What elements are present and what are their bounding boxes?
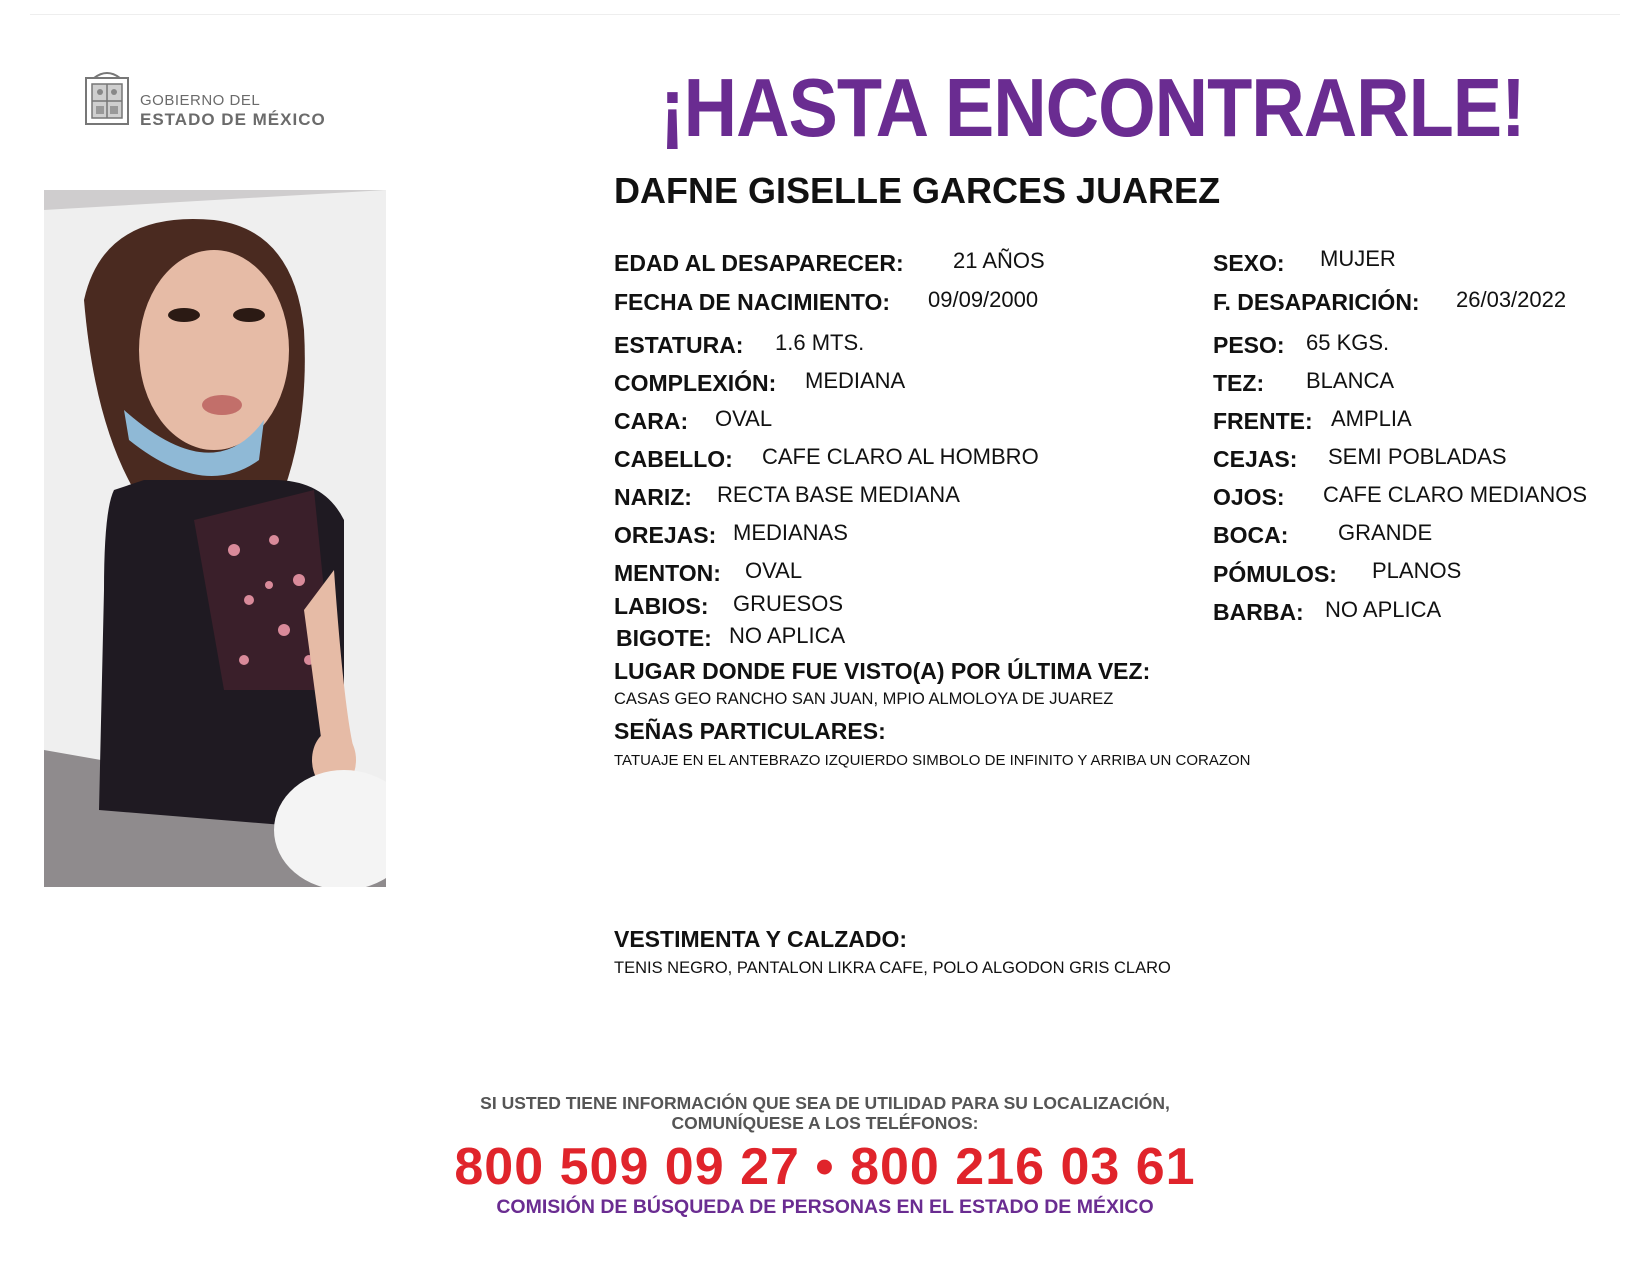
field-value-labios: GRUESOS xyxy=(733,591,844,616)
field-value-cara: OVAL xyxy=(715,406,773,431)
field-value-estatura: 1.6 MTS. xyxy=(775,330,865,355)
field-value-nariz: RECTA BASE MEDIANA xyxy=(717,482,960,507)
person-name: DAFNE GISELLE GARCES JUAREZ xyxy=(614,170,1221,211)
field-value-bigote: NO APLICA xyxy=(729,623,846,648)
field-label-cara: CARA: xyxy=(614,408,689,434)
field-label-menton: MENTON: xyxy=(614,560,721,586)
field-label-f-desaparicion: F. DESAPARICIÓN: xyxy=(1213,289,1420,315)
footer-info-line2: COMUNÍQUESE A LOS TELÉFONOS: xyxy=(671,1113,979,1133)
field-label-pomulos: PÓMULOS: xyxy=(1213,561,1337,587)
field-label-estatura: ESTATURA: xyxy=(614,332,744,358)
phone-number-2[interactable]: 800 216 03 61 xyxy=(850,1138,1196,1196)
field-label-bigote: BIGOTE: xyxy=(616,625,712,651)
logo-line2: ESTADO DE MÉXICO xyxy=(140,110,326,129)
field-value-boca: GRANDE xyxy=(1338,520,1433,545)
field-value-tez: BLANCA xyxy=(1306,368,1395,393)
field-label-cabello: CABELLO: xyxy=(614,446,733,472)
field-label-edad: EDAD AL DESAPARECER: xyxy=(614,250,904,276)
field-label-ojos: OJOS: xyxy=(1213,484,1285,510)
field-label-nariz: NARIZ: xyxy=(614,484,692,510)
field-label-tez: TEZ: xyxy=(1213,370,1265,396)
clothing-label: VESTIMENTA Y CALZADO: xyxy=(614,926,908,952)
field-value-ojos: CAFE CLARO MEDIANOS xyxy=(1323,482,1588,507)
field-value-sexo: MUJER xyxy=(1320,246,1396,271)
field-value-edad: 21 AÑOS xyxy=(953,248,1045,273)
field-label-sexo: SEXO: xyxy=(1213,250,1285,276)
field-value-f-desaparicion: 26/03/2022 xyxy=(1456,287,1567,312)
marks-label: SEÑAS PARTICULARES: xyxy=(614,718,886,744)
field-value-menton: OVAL xyxy=(745,558,803,583)
last-seen-value: CASAS GEO RANCHO SAN JUAN, MPIO ALMOLOYA DE JUAREZ xyxy=(614,690,1114,708)
marks-value: TATUAJE EN EL ANTEBRAZO IZQUIERDO SIMBOLO DE INFINITO Y ARRIBA UN CORAZON xyxy=(614,752,1251,769)
field-value-complexion: MEDIANA xyxy=(805,368,906,393)
field-value-frente: AMPLIA xyxy=(1331,406,1412,431)
field-value-peso: 65 KGS. xyxy=(1306,330,1390,355)
coat-of-arms-icon xyxy=(82,70,132,128)
field-label-labios: LABIOS: xyxy=(614,593,709,619)
field-label-frente: FRENTE: xyxy=(1213,408,1313,434)
footer-info-line1: SI USTED TIENE INFORMACIÓN QUE SEA DE UTILIDAD PARA SU LOCALIZACIÓN, xyxy=(480,1093,1170,1113)
phone-separator: • xyxy=(815,1138,835,1196)
field-label-orejas: OREJAS: xyxy=(614,522,717,548)
field-value-cejas: SEMI POBLADAS xyxy=(1328,444,1507,469)
clothing-value: TENIS NEGRO, PANTALON LIKRA CAFE, POLO ALGODON GRIS CLARO xyxy=(614,959,1171,977)
phone-number-1[interactable]: 800 509 09 27 xyxy=(454,1138,800,1196)
field-label-cejas: CEJAS: xyxy=(1213,446,1298,472)
top-rule xyxy=(30,14,1620,15)
field-value-pomulos: PLANOS xyxy=(1372,558,1462,583)
field-value-barba: NO APLICA xyxy=(1325,597,1442,622)
field-label-barba: BARBA: xyxy=(1213,599,1304,625)
headline: ¡HASTA ENCONTRARLE! xyxy=(660,61,1525,155)
government-logo xyxy=(82,70,332,130)
logo-line1: GOBIERNO DEL xyxy=(140,92,261,109)
field-label-peso: PESO: xyxy=(1213,332,1285,358)
field-label-boca: BOCA: xyxy=(1213,522,1289,548)
field-label-complexion: COMPLEXIÓN: xyxy=(614,370,777,396)
phone-numbers xyxy=(0,1137,1650,1197)
field-value-cabello: CAFE CLARO AL HOMBRO xyxy=(762,444,1039,469)
commission-name: COMISIÓN DE BÚSQUEDA DE PERSONAS EN EL ESTADO DE MÉXICO xyxy=(496,1196,1154,1218)
missing-person-photo xyxy=(44,190,386,887)
last-seen-label: LUGAR DONDE FUE VISTO(A) POR ÚLTIMA VEZ: xyxy=(614,658,1151,684)
field-value-fecha-nacimiento: 09/09/2000 xyxy=(928,287,1039,312)
field-value-orejas: MEDIANAS xyxy=(733,520,848,545)
field-label-fecha-nacimiento: FECHA DE NACIMIENTO: xyxy=(614,289,890,315)
